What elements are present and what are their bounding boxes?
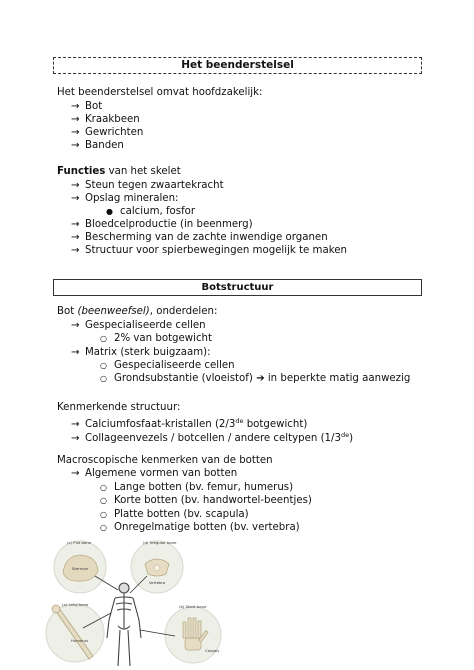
list-item: → Bot [71, 101, 103, 112]
kenmerkend-heading: Kenmerkende structuur: [57, 402, 181, 413]
arrow-icon: → [71, 127, 80, 138]
circle-bullet-icon: ○ [100, 334, 107, 343]
label-long-bone: (a) Long bone [62, 602, 89, 607]
list-subitem: ○ 2% van botgewicht [100, 333, 213, 344]
list-item: → Kraakbeen [71, 114, 140, 125]
arrow-icon: → [71, 219, 80, 230]
list-item: → Gespecialiseerde cellen [71, 320, 206, 331]
page-title: Het beenderstelsel [181, 59, 294, 71]
label-carpals: Carpals [205, 648, 220, 653]
label-sternum: Sternum [72, 566, 89, 571]
arrow-icon: → [71, 193, 80, 204]
intro-heading: Het beenderstelsel omvat hoofdzakelijk: [57, 87, 263, 98]
arrow-icon: → [71, 180, 80, 191]
bullet-icon: ● [106, 207, 113, 216]
bone-shapes-figure [45, 538, 223, 666]
label-irregular-bone: (d) Irregular bone [143, 540, 177, 545]
arrow-icon: → [71, 232, 80, 243]
list-subitem: ○ Lange botten (bv. femur, humerus) [100, 482, 294, 493]
arrow-icon: → [71, 347, 80, 358]
list-subitem: ○ Korte botten (bv. handwortel-beentjes) [100, 495, 312, 506]
list-subitem: ○ Grondsubstantie (vloeistof) ➔ in beperkte matig aanwezig [100, 373, 411, 384]
list-item: → Steun tegen zwaartekracht [71, 180, 224, 191]
page-title-box [53, 57, 422, 74]
arrow-icon: → [71, 114, 80, 125]
section-title-box [53, 279, 422, 296]
arrow-icon: → [71, 245, 80, 256]
arrow-icon: → [71, 320, 80, 331]
list-item: → Bescherming van de zachte inwendige organen [71, 232, 328, 243]
label-flat-bone: (c) Flat bone [67, 540, 91, 545]
label-vertebra: Vertebra [149, 580, 166, 585]
list-item: → Algemene vormen van botten [71, 468, 238, 479]
list-item: → Banden [71, 140, 124, 151]
arrow-icon: → [71, 140, 80, 151]
arrow-icon: → [71, 419, 80, 430]
circle-bullet-icon: ○ [100, 510, 107, 519]
vertebra-hole [154, 565, 160, 571]
list-item: → Matrix (sterk buigzaam): [71, 347, 211, 358]
circle-bullet-icon: ○ [100, 374, 107, 383]
list-item: → Structuur voor spierbewegingen mogelijk te maken [71, 245, 347, 256]
arrow-icon: → [71, 433, 80, 444]
circle-bullet-icon: ○ [100, 523, 107, 532]
skeleton-figure [107, 583, 141, 666]
list-subitem: ● calcium, fosfor [106, 206, 196, 217]
functies-heading: Functies van het skelet [57, 166, 181, 177]
arrow-icon: → [71, 468, 80, 479]
list-item: → Bloedcelproductie (in beenmerg) [71, 219, 253, 230]
circle-bullet-icon: ○ [100, 361, 107, 370]
label-humerus: Humerus [71, 638, 89, 643]
arrow-icon: → [71, 101, 80, 112]
long-bone-head [52, 605, 60, 613]
label-short-bone: (b) Short bone [179, 604, 207, 609]
macro-heading: Macroscopische kenmerken van de botten [57, 455, 273, 466]
list-item: → Calciumfosfaat-kristallen (2/3de botgewicht) [71, 417, 308, 430]
list-item: → Gewrichten [71, 127, 144, 138]
list-subitem: ○ Gespecialiseerde cellen [100, 360, 235, 371]
list-subitem: ○ Platte botten (bv. scapula) [100, 509, 249, 520]
section-title: Botstructuur [201, 282, 274, 293]
circle-bullet-icon: ○ [100, 496, 107, 505]
circle-bullet-icon: ○ [100, 483, 107, 492]
list-item: → Collageenvezels / botcellen / andere celtypen (1/3de) [71, 431, 354, 444]
bot-heading: Bot (beenweefsel), onderdelen: [57, 306, 218, 317]
list-item: → Opslag mineralen: [71, 193, 179, 204]
list-subitem: ○ Onregelmatige botten (bv. vertebra) [100, 522, 300, 533]
